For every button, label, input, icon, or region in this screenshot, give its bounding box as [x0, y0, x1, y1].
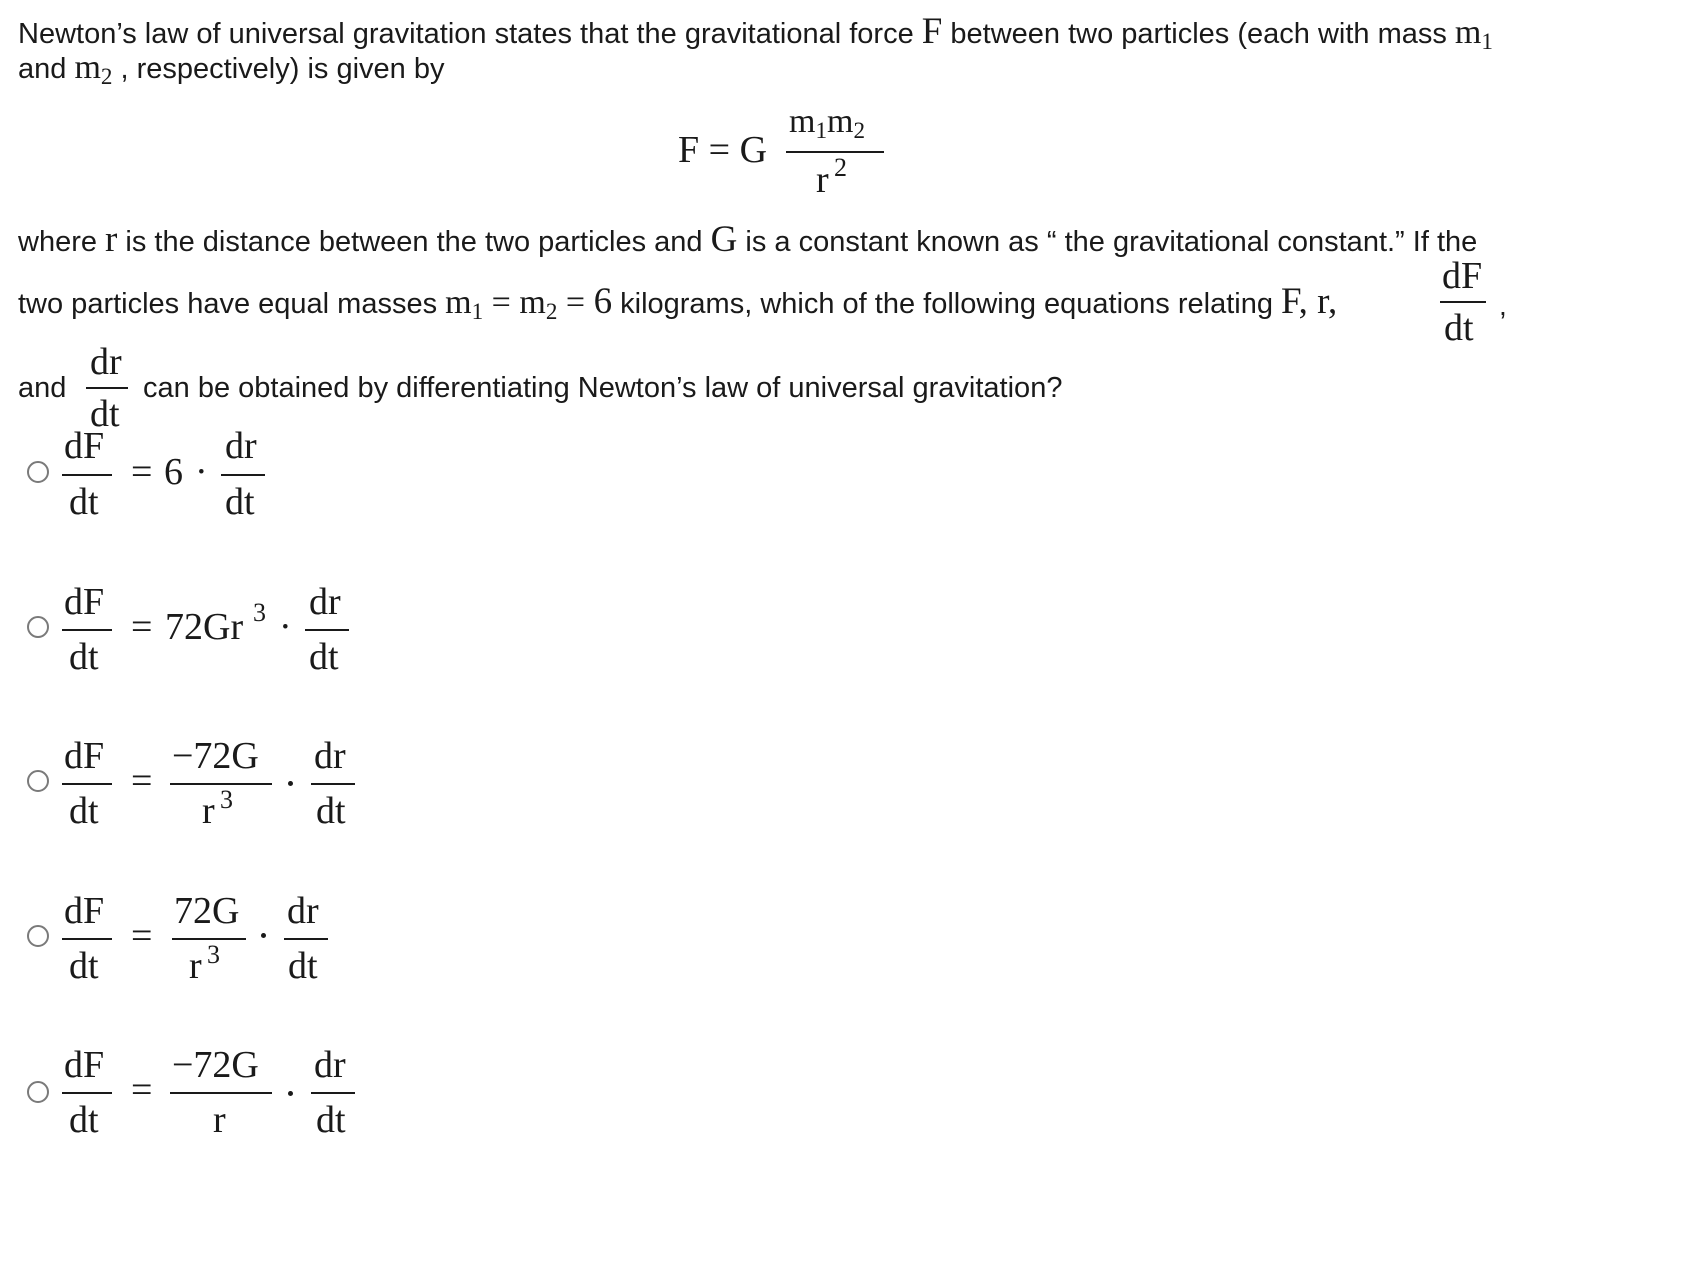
- radio-button[interactable]: [27, 616, 49, 638]
- fraction-bar: [62, 474, 112, 476]
- m-subscript: 2: [545, 299, 558, 326]
- equals-sign: =: [131, 451, 153, 493]
- rhs-numerator: dr: [314, 1044, 346, 1086]
- multiply-dot: ·: [195, 451, 208, 493]
- question-line-2: [18, 50, 444, 89]
- radio-button[interactable]: [27, 1081, 49, 1103]
- fraction-bar: [305, 629, 349, 631]
- mid-numerator: −72G: [172, 735, 259, 777]
- m-letter: m: [1454, 14, 1482, 51]
- text-segment: and: [18, 53, 75, 85]
- m-letter: m: [789, 103, 816, 140]
- fraction-bar: [221, 474, 265, 476]
- mid-denominator: r: [213, 1099, 226, 1141]
- lhs-numerator: dF: [64, 581, 105, 623]
- multiply-dot: [288, 781, 293, 786]
- coefficient: 72Gr: [165, 606, 244, 648]
- question-line-4: [18, 281, 1338, 326]
- coefficient: 6: [164, 451, 183, 493]
- rhs-denominator: dt: [316, 1099, 346, 1141]
- text-segment: where: [18, 226, 106, 258]
- fraction-denominator: dt: [1444, 307, 1474, 349]
- fraction-bar: [62, 783, 112, 785]
- lhs-numerator: dF: [64, 890, 105, 932]
- m-subscript: 2: [100, 64, 113, 91]
- fraction-bar: [311, 783, 355, 785]
- text-segment: kilograms, which of the following equations relating: [612, 288, 1282, 320]
- rhs-denominator: dt: [316, 790, 346, 832]
- rhs-denominator: dt: [225, 481, 255, 523]
- equals-sign: =: [131, 915, 153, 957]
- equals-sign: =: [131, 1069, 153, 1111]
- fraction-numerator: dr: [90, 341, 122, 383]
- var-m1: [1454, 14, 1493, 56]
- equals-sign: =: [131, 606, 153, 648]
- formula-lhs: F = G: [678, 129, 768, 171]
- exponent: 3: [207, 940, 220, 969]
- text-segment: is the distance between the two particles and: [117, 226, 711, 258]
- formula-numerator: [789, 103, 866, 145]
- m-subscript: 1: [471, 299, 484, 326]
- mid-numerator: 72G: [174, 890, 240, 932]
- lhs-denominator: dt: [69, 790, 99, 832]
- text-segment: , respectively) is given by: [112, 53, 445, 85]
- lhs-denominator: dt: [69, 636, 99, 678]
- radio-button[interactable]: [27, 461, 49, 483]
- rhs-denominator: dt: [309, 636, 339, 678]
- rhs-numerator: dr: [314, 735, 346, 777]
- var-r: r: [105, 219, 118, 260]
- fraction-bar: [62, 938, 112, 940]
- fraction-bar: [86, 387, 128, 389]
- equals-sign: =: [483, 284, 520, 321]
- text-segment: Newton’s law of universal gravitation states that the gravitational force: [18, 18, 922, 50]
- text-segment: is a constant known as “ the gravitational constant.” If the: [737, 226, 1478, 258]
- fraction-denominator: dt: [90, 393, 120, 435]
- lhs-numerator: dF: [64, 735, 105, 777]
- var-m1: [445, 284, 484, 326]
- m-letter: m: [827, 103, 854, 140]
- formula-exponent: 2: [834, 153, 847, 182]
- radio-button[interactable]: [27, 770, 49, 792]
- question-line-5: can be obtained by differentiating Newton’s law of universal gravitation?: [143, 372, 1063, 404]
- question-line-5-and: and: [18, 372, 67, 404]
- lhs-numerator: dF: [64, 425, 105, 467]
- rhs-numerator: dr: [309, 581, 341, 623]
- var-F: F: [921, 11, 943, 52]
- m-subscript: 1: [815, 118, 828, 145]
- multiply-dot: [288, 1091, 293, 1096]
- fraction-numerator: dF: [1442, 255, 1483, 297]
- rhs-numerator: dr: [225, 425, 257, 467]
- text-segment: two particles have equal masses: [18, 288, 446, 320]
- fraction-bar: [1440, 301, 1486, 303]
- lhs-numerator: dF: [64, 1044, 105, 1086]
- m-subscript: 1: [1481, 29, 1493, 56]
- m-letter: m: [74, 49, 101, 86]
- exponent: 3: [253, 598, 266, 627]
- var-G: G: [710, 219, 738, 260]
- equals-sign: =: [557, 284, 594, 321]
- text-segment: between two particles (each with mass: [942, 18, 1455, 50]
- lhs-denominator: dt: [69, 481, 99, 523]
- radio-button[interactable]: [27, 925, 49, 947]
- fraction-bar: [311, 1092, 355, 1094]
- multiply-dot: [261, 933, 266, 938]
- rhs-numerator: dr: [287, 890, 319, 932]
- var-m2: [519, 284, 558, 326]
- question-line-1: [18, 11, 1493, 56]
- exponent: 3: [220, 785, 233, 814]
- vars-F-r: F, r,: [1281, 281, 1338, 322]
- fraction-bar: [62, 629, 112, 631]
- lhs-denominator: dt: [69, 945, 99, 987]
- fraction-bar: [170, 1092, 272, 1094]
- mid-numerator: −72G: [172, 1044, 259, 1086]
- multiply-dot: ·: [279, 606, 292, 648]
- question-line-3: [18, 219, 1478, 260]
- rhs-denominator: dt: [288, 945, 318, 987]
- mass-value: 6: [593, 281, 613, 322]
- fraction-bar: [62, 1092, 112, 1094]
- mid-denominator: r: [189, 945, 202, 987]
- formula-denominator: r: [816, 159, 829, 201]
- m-letter: m: [519, 284, 546, 321]
- m-letter: m: [445, 284, 472, 321]
- fraction-bar: [284, 938, 328, 940]
- equals-sign: =: [131, 760, 153, 802]
- lhs-denominator: dt: [69, 1099, 99, 1141]
- m-subscript: 2: [853, 118, 866, 145]
- trailing-comma: ,: [1499, 290, 1507, 321]
- mid-denominator: r: [202, 790, 215, 832]
- var-m2: [74, 49, 113, 91]
